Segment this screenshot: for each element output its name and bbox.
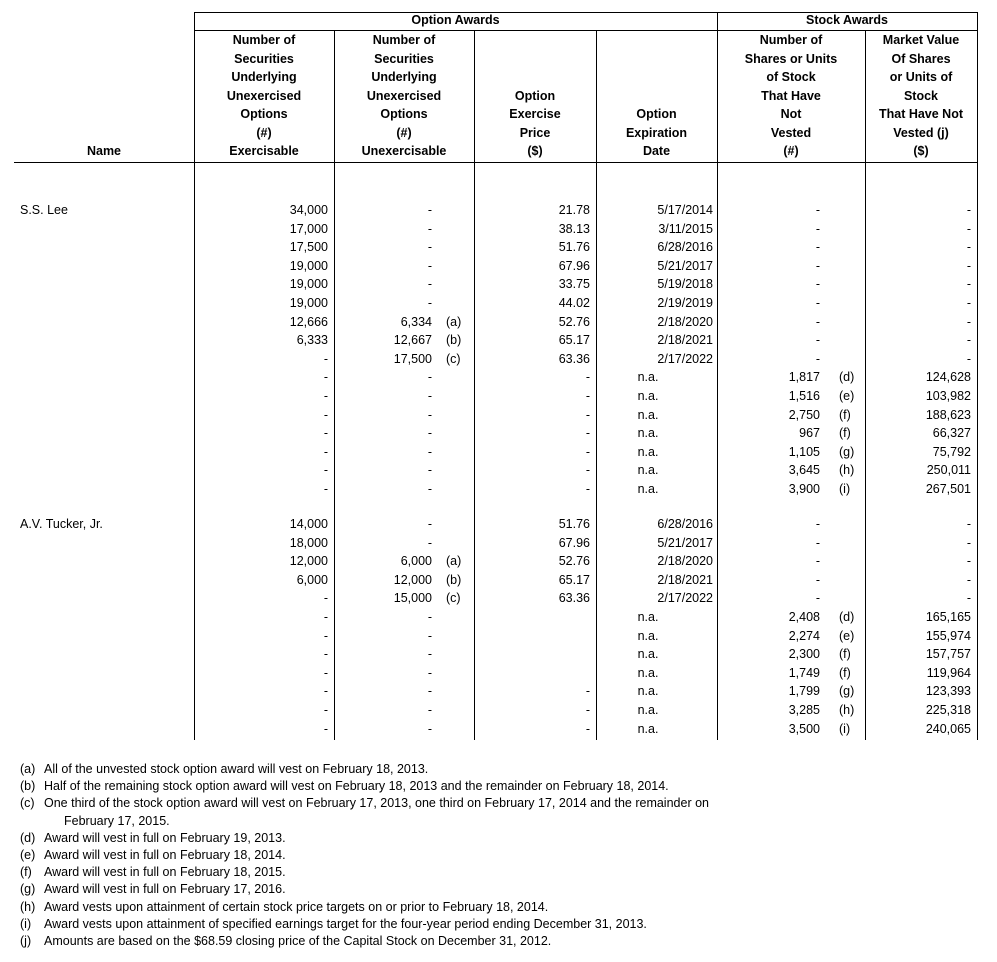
column-header-line: That Have [761, 88, 821, 103]
column-header-line: Number of [759, 33, 823, 47]
table-cell: - [585, 370, 590, 385]
table-cell: - [966, 314, 971, 329]
footnote-ref: (f) [839, 665, 851, 680]
table-cell: - [966, 333, 971, 348]
table-cell: - [427, 444, 432, 459]
column-header-line: Securities [234, 51, 294, 66]
table-cell: 1,799 [788, 684, 820, 699]
footnote [20, 933, 551, 949]
table-cell: - [815, 240, 820, 255]
table-cell: 6,000 [296, 572, 328, 587]
table-cell: 2/18/2021 [657, 333, 713, 348]
footnote-ref: (c) [446, 591, 461, 606]
column-header-line: Shares or Units [744, 51, 838, 66]
table-cell: - [427, 535, 432, 550]
table-cell: 17,000 [289, 221, 328, 236]
column-header-line: Securities [374, 51, 434, 66]
table-cell: - [815, 591, 820, 606]
column-header-line: of Stock [766, 70, 816, 84]
option-awards-group-header: Option Awards [411, 13, 500, 27]
table-cell: - [815, 221, 820, 236]
footnote-text: Award will vest in full on February 18, 2015. [44, 865, 286, 880]
table-cell: 5/19/2018 [657, 277, 713, 292]
footnote-ref: (a) [446, 314, 462, 329]
footnote-key: (i) [20, 916, 32, 931]
table-cell: 52.76 [558, 554, 590, 569]
footnote-text: Award vests upon attainment of certain stock price targets on or prior to February 18, 2014. [44, 899, 549, 914]
table-cell: - [323, 426, 328, 441]
table-cell: 65.17 [558, 572, 590, 587]
table-cell: - [815, 296, 820, 310]
table-cell: n.a. [637, 610, 659, 624]
table-cell: - [323, 721, 328, 736]
table-cell: 75,792 [932, 444, 971, 459]
table-cell: 124,628 [925, 370, 971, 385]
table-cell: - [815, 277, 820, 292]
table-cell: - [585, 426, 590, 441]
table-cell: - [815, 314, 820, 329]
table-cell: - [427, 221, 432, 236]
table-cell: 967 [799, 426, 820, 441]
table-cell: - [323, 684, 328, 699]
table-cell: n.a. [637, 463, 659, 478]
table-cell: - [966, 221, 971, 236]
table-cell: n.a. [637, 647, 659, 662]
table-cell: 2,408 [788, 610, 820, 624]
table-cell: 3,500 [788, 721, 820, 736]
table-cell: 5/17/2014 [657, 203, 713, 217]
table-cell: 5/21/2017 [657, 535, 713, 550]
column-header-line: Underlying [231, 70, 297, 84]
footnote-ref: (g) [839, 684, 855, 699]
table-cell: 21.78 [558, 203, 590, 217]
table-cell: n.a. [637, 407, 659, 422]
footnote-ref: (e) [839, 628, 855, 643]
table-cell: - [815, 554, 820, 569]
table-cell: 51.76 [558, 517, 590, 531]
table-cell: 2/19/2019 [657, 296, 713, 310]
footnote-ref: (f) [839, 407, 851, 422]
table-cell: - [815, 572, 820, 587]
table-cell: 6,000 [400, 554, 432, 569]
footnote-key: (h) [20, 899, 36, 914]
table-cell: 3,900 [788, 482, 820, 496]
footnote-key: (f) [20, 865, 32, 880]
table-cell: n.a. [637, 482, 659, 496]
table-cell: 103,982 [925, 389, 971, 403]
table-cell: - [585, 444, 590, 459]
table-cell: - [323, 444, 328, 459]
footnote-ref: (a) [446, 554, 462, 569]
table-cell: 3,645 [788, 463, 820, 478]
table-cell: 2,300 [788, 647, 820, 662]
person-name: S.S. Lee [20, 203, 68, 217]
table-cell: 18,000 [289, 535, 328, 550]
table-cell: - [323, 351, 328, 366]
table-cell: 38.13 [558, 221, 590, 236]
table-cell: - [815, 203, 820, 217]
table-cell: 119,964 [926, 665, 971, 680]
table-cell: - [585, 482, 590, 496]
table-cell: - [427, 240, 432, 255]
table-cell: 6/28/2016 [657, 517, 713, 531]
table-cell: - [966, 351, 971, 366]
table-cell: 65.17 [558, 333, 590, 348]
table-cell: 67.96 [558, 258, 590, 273]
table-cell: 123,393 [925, 684, 971, 699]
column-header-line: Expiration [625, 125, 688, 140]
table-cell: - [427, 370, 432, 385]
table-cell: 51.76 [558, 240, 590, 255]
footnote [20, 916, 647, 932]
table-cell: 2/18/2020 [657, 554, 713, 569]
table-cell: - [323, 591, 328, 606]
table-cell: - [427, 684, 432, 699]
column-header-line: Price [519, 125, 551, 140]
table-cell: 19,000 [289, 296, 328, 310]
column-header-line: Date [642, 144, 671, 158]
footnote-ref: (b) [446, 572, 462, 587]
stock-awards-group-header: Stock Awards [806, 13, 888, 27]
table-cell: 240,065 [925, 721, 971, 736]
table-cell: - [966, 554, 971, 569]
column-header-line: Vested [770, 125, 812, 140]
table-cell: - [427, 407, 432, 422]
table-cell: 188,623 [925, 407, 971, 422]
footnote [20, 761, 428, 777]
footnote [20, 847, 286, 863]
footnote-key: (g) [20, 882, 36, 897]
grid-line [14, 162, 977, 163]
table-cell: - [585, 684, 590, 699]
footnote-ref: (f) [839, 647, 851, 662]
footnote-ref: (b) [446, 333, 462, 348]
column-header-line: Underlying [371, 70, 437, 84]
table-cell: - [323, 647, 328, 662]
footnote-key: (j) [20, 934, 32, 948]
table-cell: - [427, 389, 432, 403]
table-cell: - [966, 591, 971, 606]
table-cell: 44.02 [558, 296, 590, 310]
table-cell: - [966, 572, 971, 587]
table-cell: - [966, 517, 971, 531]
footnote-key: (a) [20, 762, 36, 776]
table-cell: - [815, 535, 820, 550]
table-cell: - [815, 258, 820, 273]
table-cell: - [323, 703, 328, 717]
footnote-ref: (e) [839, 389, 855, 403]
footnote-key: (d) [20, 830, 36, 845]
table-cell: 1,105 [788, 444, 820, 459]
table-cell: 157,757 [925, 647, 971, 662]
table-cell: 17,500 [393, 351, 432, 366]
column-header-line: Exercise [509, 107, 561, 121]
footnote-ref: (h) [839, 703, 855, 717]
table-cell: 63.36 [558, 591, 590, 606]
column-header-line: Options [380, 107, 428, 121]
footnote-key: (c) [20, 796, 35, 811]
table-cell: - [427, 426, 432, 441]
table-cell: 5/21/2017 [657, 258, 713, 273]
table-cell: - [427, 647, 432, 662]
column-header-line: Option [514, 88, 556, 103]
table-cell: 63.36 [558, 351, 590, 366]
table-cell: 267,501 [925, 482, 971, 496]
table-cell: - [323, 370, 328, 385]
table-cell: 1,817 [788, 370, 820, 385]
column-header-line: Unexercised [366, 88, 442, 103]
table-cell: - [323, 407, 328, 422]
table-cell: n.a. [637, 684, 659, 699]
footnote-text: Award vests upon attainment of specified earnings target for the four-year period ending December 31, 2013. [44, 916, 647, 931]
column-header-line: Of Shares [891, 51, 951, 66]
grid-line [977, 12, 978, 740]
table-cell: - [585, 721, 590, 736]
table-cell: n.a. [637, 426, 659, 441]
table-cell: 67.96 [558, 535, 590, 550]
footnote [20, 795, 709, 811]
table-cell: - [427, 296, 432, 310]
table-cell: 66,327 [932, 426, 971, 441]
table-cell: 17,500 [289, 240, 328, 255]
column-header-line: Exercisable [229, 144, 299, 158]
column-header-line: ($) [913, 144, 929, 158]
table-cell: 52.76 [558, 314, 590, 329]
table-cell: - [427, 721, 432, 736]
footnote-text: Award will vest in full on February 19, 2013. [44, 830, 286, 845]
table-cell: 3,285 [788, 703, 820, 717]
table-cell: - [585, 703, 590, 717]
table-cell: - [427, 610, 432, 624]
table-cell: 2/18/2021 [657, 572, 713, 587]
column-header-line: ($) [527, 144, 543, 158]
table-cell: 225,318 [925, 703, 971, 717]
footnote [20, 864, 286, 880]
table-cell: 6,334 [400, 314, 432, 329]
table-cell: - [966, 535, 971, 550]
table-cell: - [966, 296, 971, 310]
column-header-line: Unexercisable [361, 144, 447, 158]
table-cell: - [427, 665, 432, 680]
table-cell: n.a. [637, 444, 659, 459]
column-header-line: Option [636, 107, 677, 121]
table-cell: - [427, 277, 432, 292]
footnote-key: (b) [20, 779, 36, 794]
table-cell: - [815, 351, 820, 366]
footnote-text: All of the unvested stock option award will vest on February 18, 2013. [44, 762, 429, 776]
table-cell: 1,749 [788, 665, 820, 680]
column-header-line: or Units of [889, 70, 953, 84]
column-header-line: Not [780, 107, 802, 121]
table-cell: 14,000 [289, 517, 328, 531]
table-cell: 33.75 [558, 277, 590, 292]
table-cell: 12,000 [289, 554, 328, 569]
table-cell: 12,666 [289, 314, 328, 329]
footnote-ref: (c) [446, 351, 461, 366]
footnote-ref: (d) [839, 370, 855, 385]
table-cell: 165,165 [925, 610, 971, 624]
table-cell: - [323, 610, 328, 624]
table-cell: n.a. [637, 703, 659, 717]
footnote-ref: (i) [839, 482, 851, 496]
column-header-line: Options [240, 107, 288, 121]
table-cell: - [427, 517, 432, 531]
table-cell: - [427, 258, 432, 273]
table-cell: 12,000 [393, 572, 432, 587]
table-cell: - [427, 203, 432, 217]
table-cell: - [427, 703, 432, 717]
column-header-line: Market Value [882, 33, 960, 47]
footnote [20, 830, 286, 846]
footnote-ref: (d) [839, 610, 855, 624]
table-cell: - [966, 277, 971, 292]
column-header-line: Vested (j) [893, 125, 949, 140]
table-cell: 19,000 [289, 277, 328, 292]
footnote-text: One third of the stock option award will vest on February 17, 2013, one third on February 17, 2014 and the remainder on [44, 796, 709, 811]
table-cell: 34,000 [289, 203, 328, 217]
table-cell: 2,274 [788, 628, 820, 643]
table-cell: - [323, 665, 328, 680]
table-cell: - [815, 517, 820, 531]
column-header-line: Number of [372, 33, 436, 47]
footnote-ref: (f) [839, 426, 851, 441]
table-cell: - [585, 407, 590, 422]
table-cell: - [323, 628, 328, 643]
table-cell: - [323, 463, 328, 478]
table-cell: - [585, 463, 590, 478]
table-cell: n.a. [637, 370, 659, 385]
table-cell: - [966, 240, 971, 255]
footnote-text: Half of the remaining stock option award will vest on February 18, 2013 and the remainder on February 18, 2014. [44, 779, 669, 794]
table-cell: - [585, 389, 590, 403]
column-header-line: (#) [256, 125, 272, 140]
column-header-line: Name [86, 144, 122, 158]
column-header-line: Unexercised [226, 88, 302, 103]
table-cell: - [323, 389, 328, 403]
table-cell: 1,516 [788, 389, 820, 403]
footnote-key: (e) [20, 848, 36, 862]
table-cell: 2/17/2022 [657, 591, 713, 606]
table-cell: 19,000 [289, 258, 328, 273]
table-cell: 250,011 [926, 463, 971, 478]
table-cell: 3/11/2015 [658, 221, 713, 236]
table-cell: 155,974 [925, 628, 971, 643]
column-header-line: Number of [232, 33, 296, 47]
table-cell: n.a. [637, 665, 659, 680]
column-header-line: (#) [396, 125, 412, 140]
table-cell: 12,667 [393, 333, 432, 348]
table-cell: 6,333 [296, 333, 328, 348]
column-header-line: Stock [903, 88, 939, 103]
footnote-text: Award will vest in full on February 17, 2016. [44, 882, 286, 897]
table-cell: 2/18/2020 [657, 314, 713, 329]
table-cell: - [427, 463, 432, 478]
footnote [20, 813, 170, 829]
footnote-text: Award will vest in full on February 18, 2014. [44, 848, 286, 862]
column-header-line: (#) [783, 144, 799, 158]
table-cell: - [427, 482, 432, 496]
table-cell: - [966, 203, 971, 217]
table-cell: n.a. [637, 628, 659, 643]
footnote [20, 881, 286, 897]
footnote [20, 899, 548, 915]
footnote-ref: (g) [839, 444, 855, 459]
table-cell: - [815, 333, 820, 348]
table-cell: - [966, 258, 971, 273]
table-cell: n.a. [637, 389, 659, 403]
table-cell: - [427, 628, 432, 643]
footnote [20, 778, 669, 794]
person-name: A.V. Tucker, Jr. [20, 517, 103, 531]
table-cell: 6/28/2016 [657, 240, 713, 255]
table-cell: 2,750 [788, 407, 820, 422]
footnote-text: February 17, 2015. [64, 813, 170, 828]
footnote-ref: (i) [839, 721, 851, 736]
table-cell: 15,000 [393, 591, 432, 606]
table-cell: n.a. [637, 721, 659, 736]
footnote-text: Amounts are based on the $68.59 closing price of the Capital Stock on December 31, 2012. [44, 934, 552, 948]
table-cell: - [323, 482, 328, 496]
table-cell: 2/17/2022 [657, 351, 713, 366]
footnote-ref: (h) [839, 463, 855, 478]
column-header-line: That Have Not [878, 107, 964, 121]
